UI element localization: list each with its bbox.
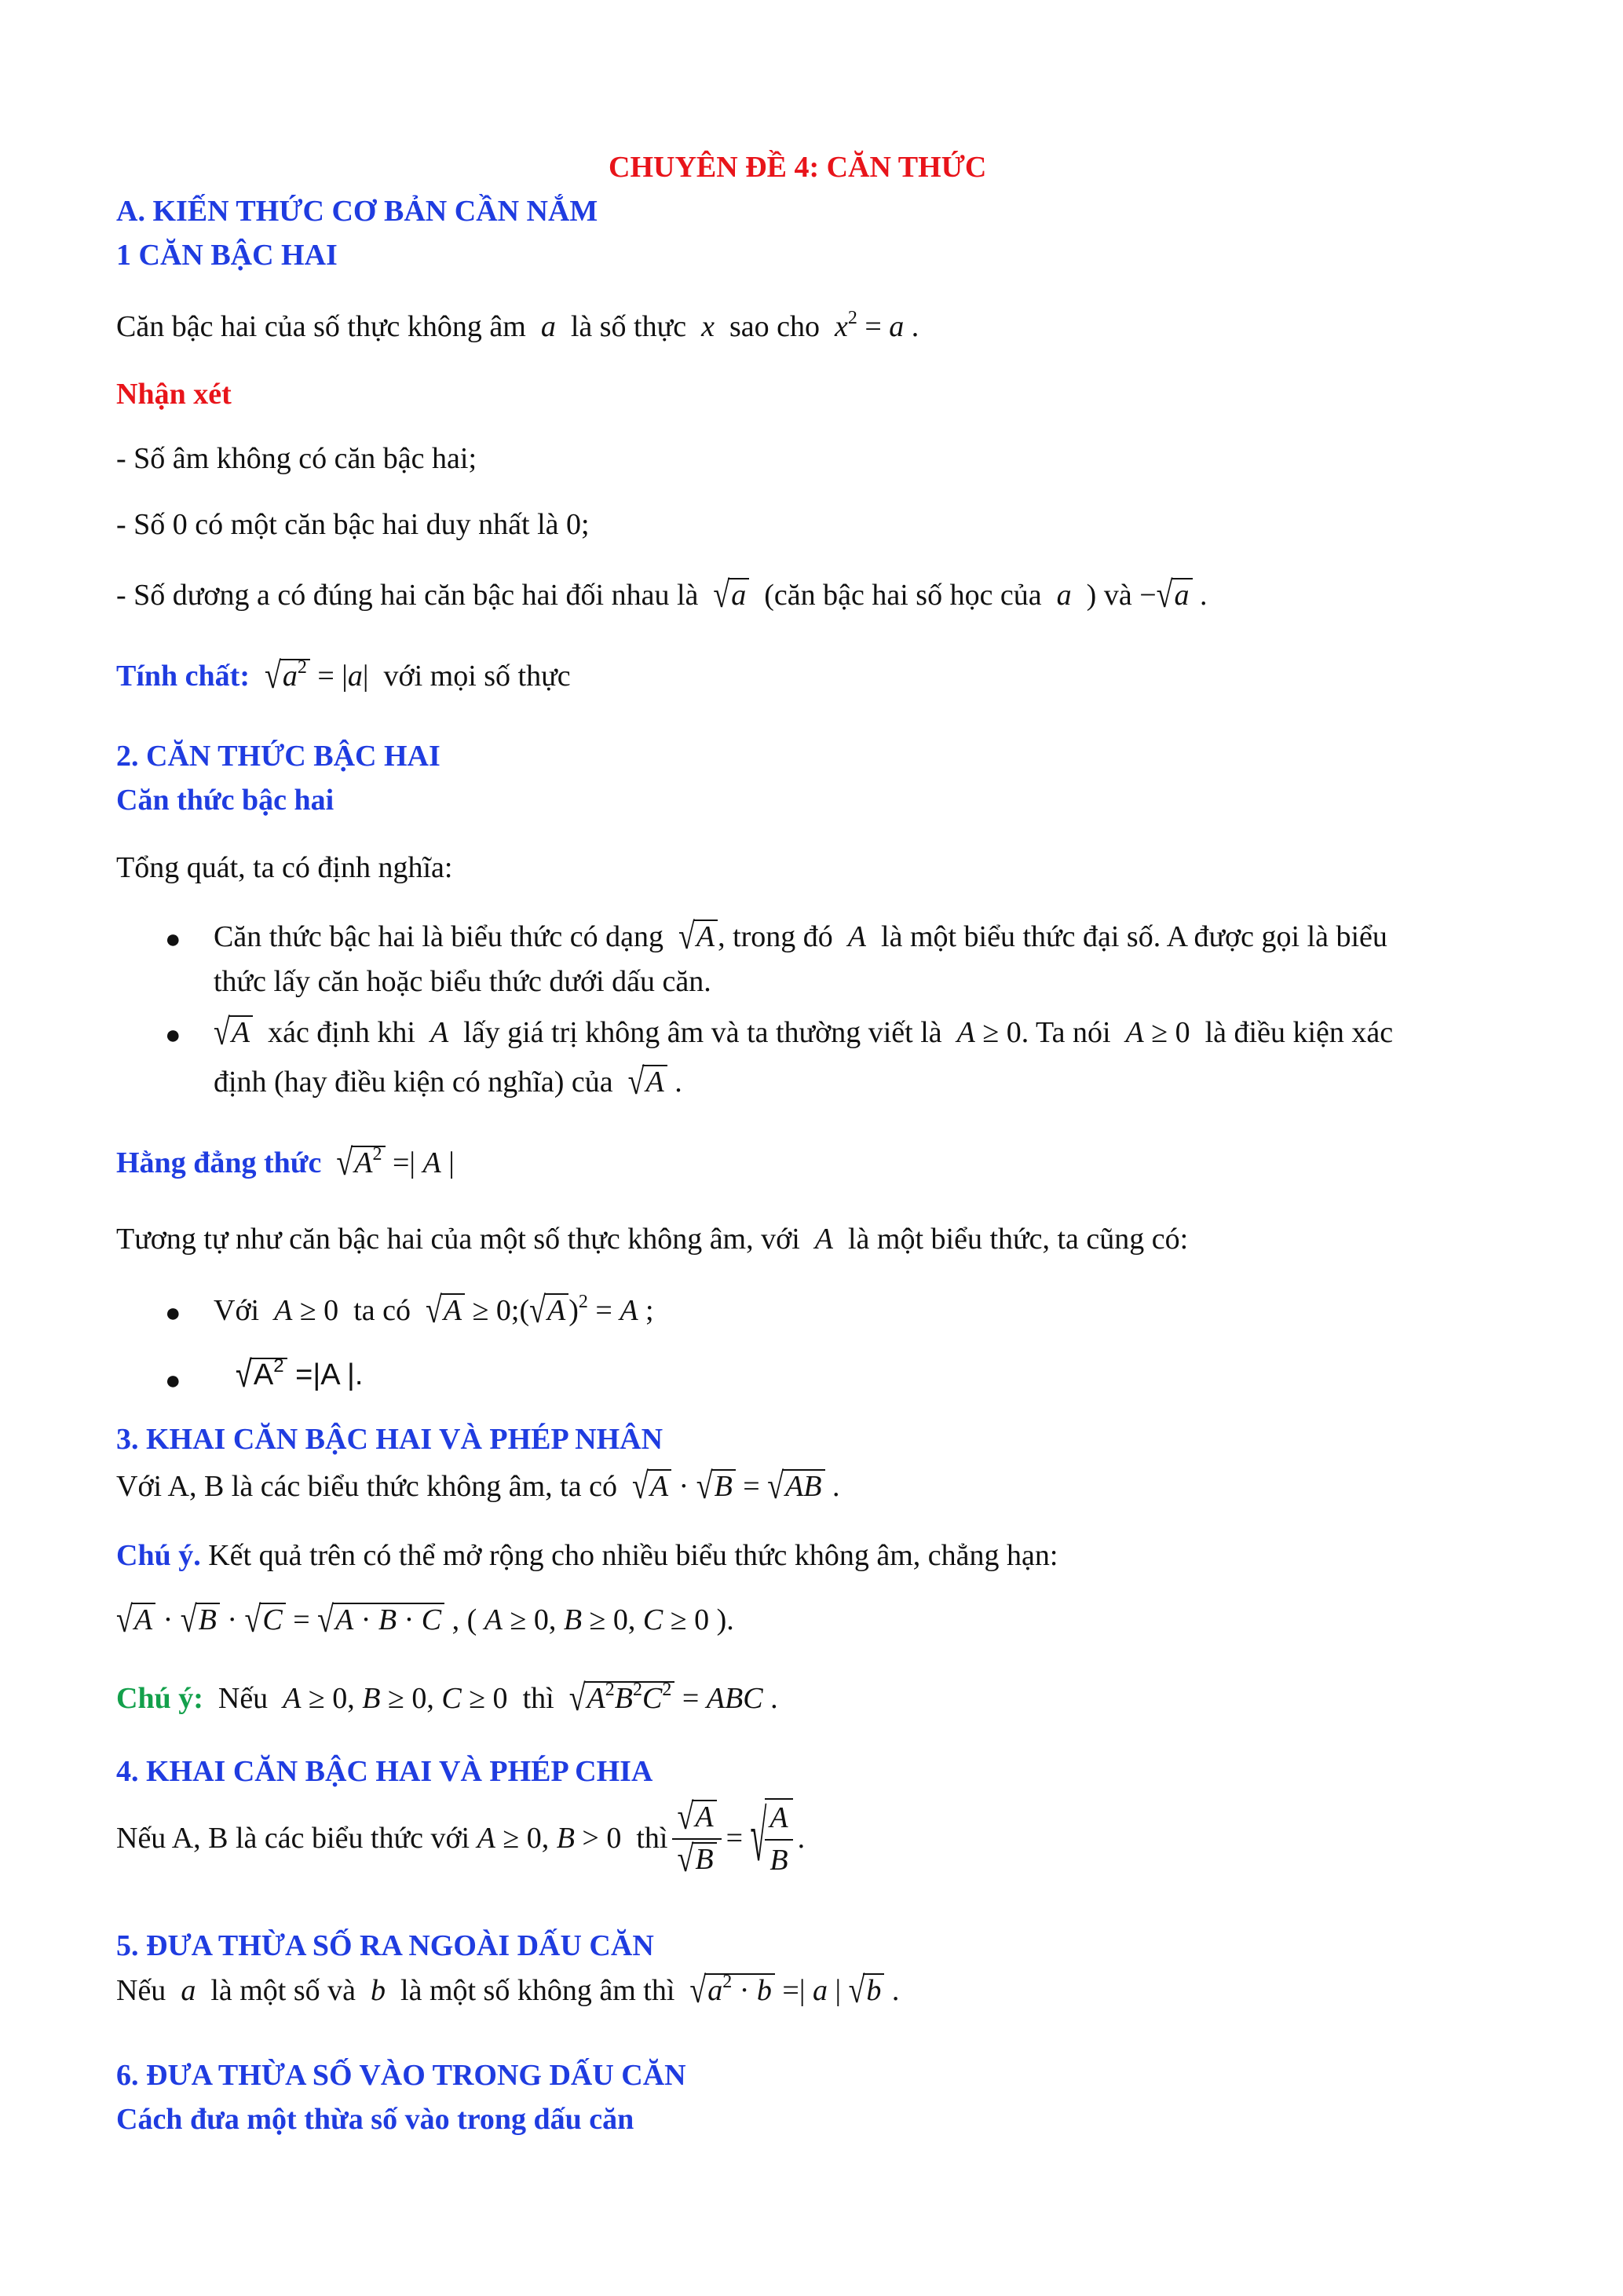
section-2-subheading: Căn thức bậc hai [116,784,334,817]
page-title: CHUYÊN ĐỀ 4: CĂN THỨC [609,151,987,184]
remark-3: - Số dương a có đúng hai căn bậc hai đối nhau là √a (căn bậc hai số học của a ) và −√a . [116,574,1208,616]
fraction-A-over-B: $\frac{A}{B}$ [765,1798,792,1879]
bullet-dot: ● [165,1299,181,1328]
bullet-1-line-2: thức lấy căn hoặc biểu thức dưới dấu căn. [214,965,711,998]
section-5-heading: 5. ĐƯA THỪA SỐ RA NGOÀI DẤU CĂN [116,1929,654,1962]
remark-1: - Số âm không có căn bậc hai; [116,442,477,475]
note-2: Chú ý: Nếu A ≥ 0, B ≥ 0, C ≥ 0 thì $√A^2B^2C^2$ = ABC . [116,1677,778,1720]
definition-line: Căn bậc hai của số thực không âm a là số thực x sao cho $x^2 = a$ . [116,308,919,343]
bullet-1-line-1: Căn thức bậc hai là biểu thức có dạng √A , trong đó A là một biểu thức đại số. A được gọi là biểu [214,916,1387,958]
bullet-dot: ● [165,925,181,954]
note-1: Chú ý. Kết quả trên có thể mở rộng cho nhiều biểu thức không âm, chẳng hạn: [116,1539,1058,1572]
extended-product-rule: √A · √B · √C = √A · B · C , ( A ≥ 0, B ≥ 0, C ≥ 0 ). [116,1599,734,1641]
bullet-3: Với A ≥ 0 ta có √A ≥ 0;(√A )$^2$ = A ; [214,1289,654,1332]
product-rule: Với A, B là các biểu thức không âm, ta có √A · √B = √AB . [116,1465,840,1508]
property-line: Tính chất: $√a^2 = |a|$ với mọi số thực [116,655,571,697]
analogy-line: Tương tự như căn bậc hai của một số thực không âm, với A là một biểu thức, ta cũng có: [116,1223,1189,1256]
quotient-rule: Nếu A, B là các biểu thức với A ≥ 0, B > 0 thì $\frac{√A}{√B}$ = √ $\frac{A}{B}$ . [116,1796,806,1880]
identity-line: Hằng đẳng thức $√A^2$ =| A | [116,1142,455,1184]
bullet-dot: ● [165,1021,181,1050]
section-6-heading: 6. ĐƯA THỪA SỐ VÀO TRONG DẤU CĂN [116,2059,686,2092]
section-1-heading: 1 CĂN BẬC HAI [116,239,338,272]
remark-heading: Nhận xét [116,378,232,411]
fraction-sqrtA-over-sqrtB: $\frac{√A}{√B}$ [672,1799,721,1878]
section-3-heading: 3. KHAI CĂN BẬC HAI VÀ PHÉP NHÂN [116,1423,663,1456]
bullet-2-line-2: định (hay điều kiện có nghĩa) của √A . [214,1061,682,1103]
factor-out-rule: Nếu a là một số và b là một số không âm thì $√a^2 \cdot b$ =| a | √b . [116,1969,900,2012]
section-a-heading: A. KIẾN THỨC CƠ BẢN CẦN NẮM [116,195,598,228]
section-2-heading: 2. CĂN THỨC BẬC HAI [116,740,440,773]
bullet-2-line-1: √A xác định khi A lấy giá trị không âm và ta thường viết là A ≥ 0. Ta nói A ≥ 0 là điều kiện xác [214,1011,1394,1054]
bullet-dot: ● [165,1366,181,1395]
definition-intro: Tổng quát, ta có định nghĩa: [116,851,453,884]
section-6-subheading: Cách đưa một thừa số vào trong dấu căn [116,2103,634,2136]
bullet-4: $√A^2 =|A$ |. [236,1354,364,1396]
section-4-heading: 4. KHAI CĂN BẬC HAI VÀ PHÉP CHIA [116,1755,653,1788]
remark-2: - Số 0 có một căn bậc hai duy nhất là 0; [116,508,590,541]
